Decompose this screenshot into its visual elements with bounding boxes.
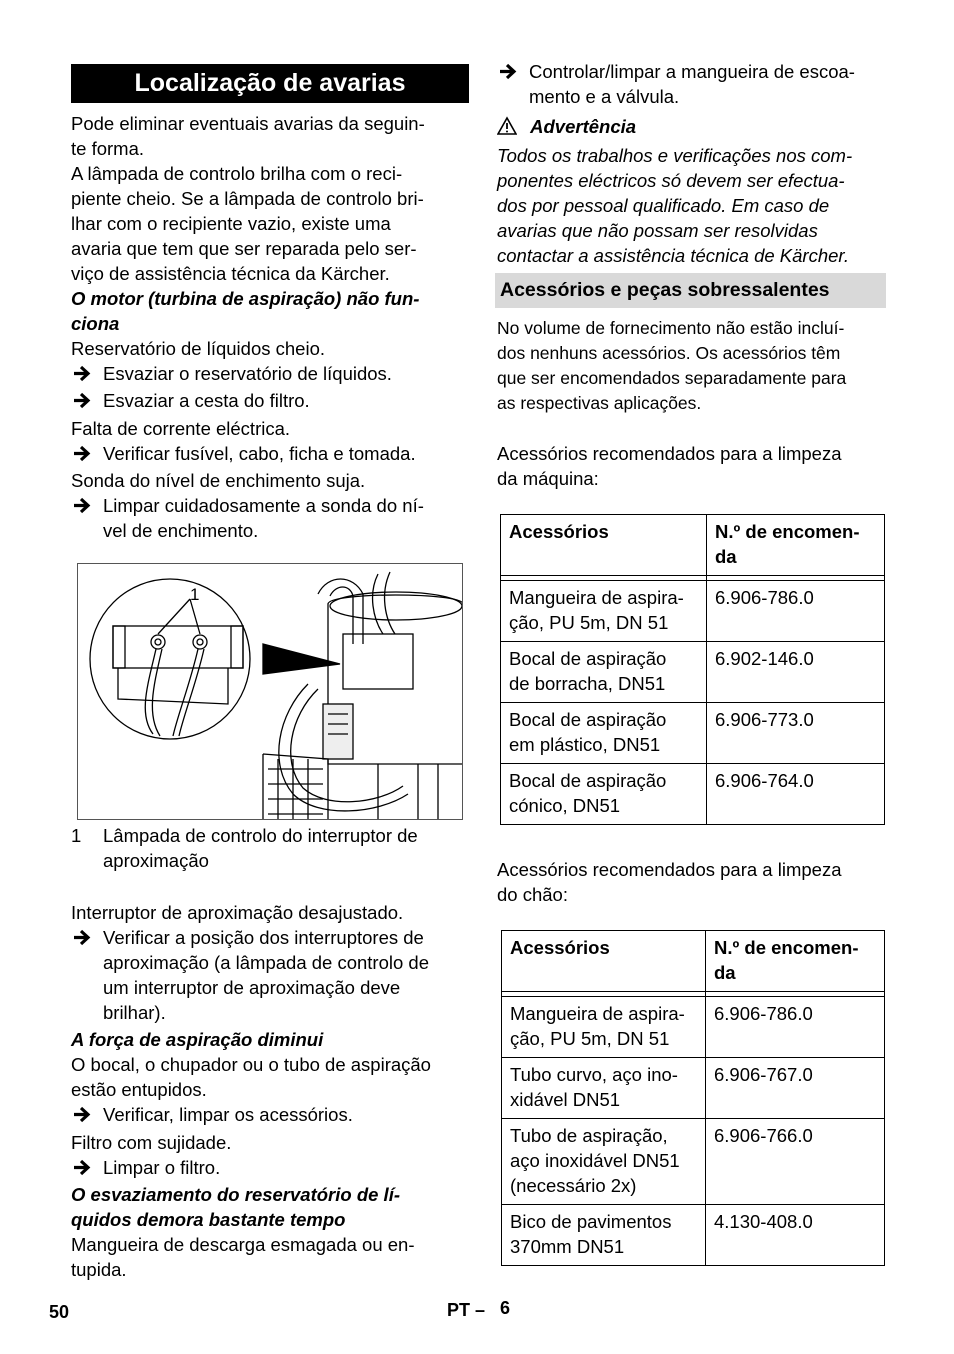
cell-order-number: 6.906-773.0: [707, 703, 885, 764]
cell-order-number: 6.906-786.0: [707, 581, 885, 642]
cause-text: Reservatório de líquidos cheio.: [71, 338, 326, 359]
intro-line: A lâmpada de controlo brilha com o reci-: [71, 163, 403, 184]
cell-accessory: Bocal de aspiração cónico, DN51: [501, 764, 707, 825]
supply-text: as respectivas aplicações.: [497, 393, 702, 413]
machine-accessories-table: [500, 514, 885, 825]
cause-text: Mangueira de descarga esmagada ou en-: [71, 1234, 415, 1255]
header-text: da: [715, 546, 737, 567]
intro-line: piente cheio. Se a lâmpada de controlo bri-: [71, 188, 424, 209]
cause-text: Interruptor de aproximação desajustado.: [71, 902, 404, 923]
header-order-number: [707, 515, 885, 576]
cause-text: Filtro com sujidade.: [71, 1132, 232, 1153]
action-text: Limpar o filtro.: [103, 1157, 221, 1178]
header-text: N.º de encomen-: [715, 521, 860, 542]
action-item: [71, 1155, 220, 1180]
header-order-number: [706, 931, 885, 992]
warning-title: Advertência: [530, 116, 637, 137]
caption-text: Lâmpada de controlo do interruptor de: [103, 825, 418, 846]
action-item: [71, 925, 424, 950]
cell-order-number: 6.902-146.0: [707, 642, 885, 703]
subheading-empty: quidos demora bastante tempo: [71, 1209, 346, 1230]
footer-language: PT –: [447, 1300, 486, 1320]
cell-accessory: Tubo curvo, aço ino- xidável DN51: [502, 1058, 706, 1119]
action-text: Verificar fusível, cabo, ficha e tomada.: [103, 443, 416, 464]
action-text: Esvaziar o reservatório de líquidos.: [103, 363, 392, 384]
header-accessories: Acessórios: [502, 931, 706, 992]
subheading-motor: ciona: [71, 313, 120, 334]
cell-accessory: Tubo de aspiração, aço inoxidável DN51 (necessário 2x): [502, 1119, 706, 1205]
table-row: [501, 642, 885, 703]
action-text: um interruptor de aproximação deve: [103, 977, 401, 998]
arrow-right-icon: [71, 1155, 93, 1180]
warning-text: dos por pessoal qualificado. Em caso de: [497, 195, 830, 216]
cause-text: Falta de corrente eléctrica.: [71, 418, 291, 439]
cell-order-number: 4.130-408.0: [706, 1205, 885, 1266]
subheading-empty: O esvaziamento do reservatório de lí-: [71, 1184, 400, 1205]
page-number: 50: [49, 1302, 70, 1322]
section-title: Localização de avarias: [71, 64, 469, 103]
recommend-text: do chão:: [497, 884, 568, 905]
warning-text: avarias que não possam ser resolvidas: [497, 220, 818, 241]
action-item: [71, 493, 424, 518]
cell-accessory: Bocal de aspiração em plástico, DN51: [501, 703, 707, 764]
action-text: Verificar a posição dos interruptores de: [103, 927, 424, 948]
table-row: [502, 1058, 885, 1119]
action-item: [71, 441, 416, 466]
warning-heading: [497, 114, 636, 139]
caption-number: 1: [71, 825, 82, 846]
cause-text: tupida.: [71, 1259, 127, 1280]
action-item: [71, 361, 392, 386]
floor-accessories-table: [501, 930, 885, 1266]
cause-text: Sonda do nível de enchimento suja.: [71, 470, 366, 491]
header-text: da: [714, 962, 736, 983]
supply-text: dos nenhuns acessórios. Os acessórios têm: [497, 343, 841, 363]
cell-accessory: Mangueira de aspira- ção, PU 5m, DN 51: [501, 581, 707, 642]
supply-text: No volume de fornecimento não estão incluí-: [497, 318, 845, 338]
action-text: vel de enchimento.: [103, 520, 259, 541]
arrow-right-icon: [71, 361, 93, 386]
warning-text: ponentes eléctricos só devem ser efectua-: [497, 170, 845, 191]
action-item: [71, 1102, 353, 1127]
warning-text: Todos os trabalhos e verificações nos com-: [497, 145, 853, 166]
cell-accessory: Mangueira de aspira- ção, PU 5m, DN 51: [502, 997, 706, 1058]
cell-order-number: 6.906-766.0: [706, 1119, 885, 1205]
cause-text: O bocal, o chupador ou o tubo de aspiração: [71, 1054, 431, 1075]
action-text: Limpar cuidadosamente a sonda do ní-: [103, 495, 424, 516]
subheading-motor: O motor (turbina de aspiração) não fun-: [71, 288, 420, 309]
table-row: [501, 703, 885, 764]
subheading-force: A força de aspiração diminui: [71, 1029, 324, 1050]
cell-accessory: Bico de pavimentos 370mm DN51: [502, 1205, 706, 1266]
table-row: [502, 997, 885, 1058]
cell-order-number: 6.906-767.0: [706, 1058, 885, 1119]
recommend-text: da máquina:: [497, 468, 599, 489]
table-row: [501, 764, 885, 825]
footer-sub-page: 6: [500, 1298, 511, 1318]
arrow-right-icon: [71, 493, 93, 518]
machine-drawing: [78, 564, 463, 820]
recommend-text: Acessórios recomendados para a limpeza: [497, 443, 842, 464]
accessories-heading: Acessórios e peças sobressalentes: [495, 273, 886, 308]
arrow-right-icon: [71, 925, 93, 950]
table-row: [501, 581, 885, 642]
cell-order-number: 6.906-786.0: [706, 997, 885, 1058]
action-text: aproximação (a lâmpada de controlo de: [103, 952, 429, 973]
cause-text: estão entupidos.: [71, 1079, 207, 1100]
action-text: Controlar/limpar a mangueira de escoa-: [529, 61, 855, 82]
table-header-row: [502, 931, 885, 992]
arrow-right-icon: [497, 59, 519, 84]
arrow-right-icon: [71, 1102, 93, 1127]
arrow-right-icon: [71, 441, 93, 466]
table-row: [502, 1119, 885, 1205]
figure-callout: 1: [190, 585, 200, 604]
action-item: [71, 388, 310, 413]
arrow-right-icon: [71, 388, 93, 413]
action-text: mento e a válvula.: [529, 86, 680, 107]
intro-line: lhar com o recipiente vazio, existe uma: [71, 213, 391, 234]
header-text: N.º de encomen-: [714, 937, 859, 958]
cell-accessory: Bocal de aspiração de borracha, DN51: [501, 642, 707, 703]
warning-icon: [497, 116, 517, 136]
action-text: Verificar, limpar os acessórios.: [103, 1104, 353, 1125]
header-accessories: Acessórios: [501, 515, 707, 576]
action-item: [497, 59, 855, 84]
action-text: Esvaziar a cesta do filtro.: [103, 390, 310, 411]
recommend-text: Acessórios recomendados para a limpeza: [497, 859, 842, 880]
action-text: brilhar).: [103, 1002, 166, 1023]
table-row: [502, 1205, 885, 1266]
warning-text: contactar a assistência técnica de Kärcher.: [497, 245, 850, 266]
caption-text: aproximação: [103, 850, 209, 871]
intro-line: Pode eliminar eventuais avarias da seguin-: [71, 113, 425, 134]
cell-order-number: 6.906-764.0: [707, 764, 885, 825]
intro-line: avaria que tem que ser reparada pelo ser-: [71, 238, 417, 259]
machine-illustration: [77, 563, 463, 820]
intro-line: te forma.: [71, 138, 144, 159]
supply-text: que ser encomendados separadamente para: [497, 368, 847, 388]
table-header-row: [501, 515, 885, 576]
intro-line: viço de assistência técnica da Kärcher.: [71, 263, 390, 284]
